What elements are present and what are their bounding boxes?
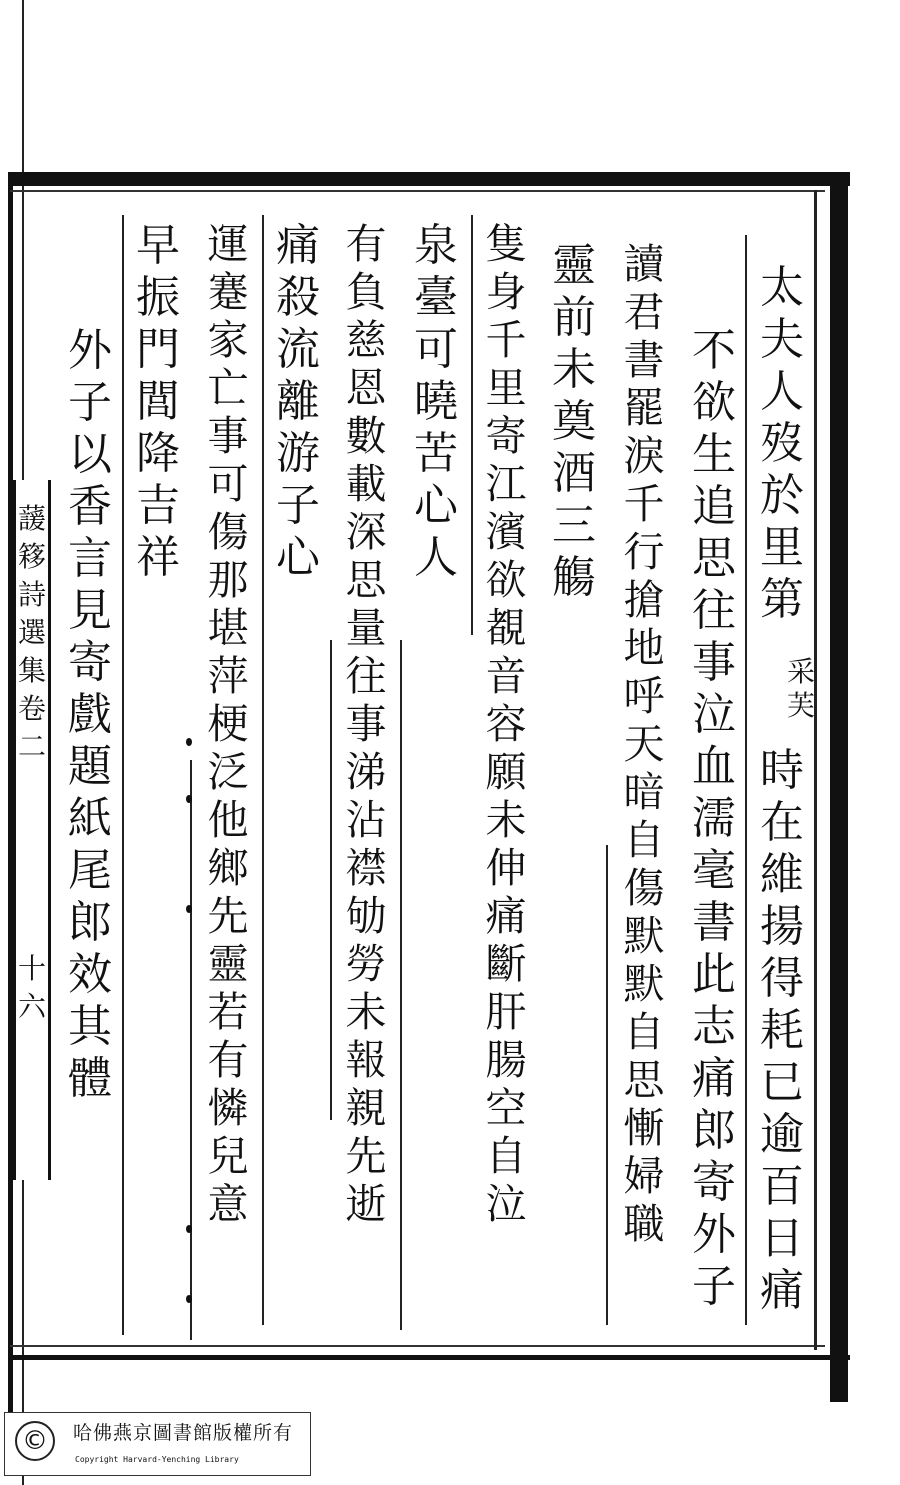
column-rule [400, 640, 402, 1330]
column-rule [190, 760, 192, 1340]
text-column-10: 早振門閭降吉祥 [136, 220, 180, 583]
text-column-6: 泉臺可曉苦心人 [414, 220, 458, 583]
frame-top-inner-border [10, 190, 825, 192]
text-column-4: 靈前未奠酒三觴 [552, 240, 596, 603]
frame-right-inner-border [814, 190, 817, 1350]
punctuation-dot [186, 795, 192, 803]
column-rule [262, 215, 264, 1325]
copyright-stamp [4, 1412, 311, 1476]
punctuation-dot [186, 738, 192, 746]
frame-bottom-border [10, 1355, 850, 1360]
copyright-icon: © [15, 1421, 55, 1461]
spine-page-number: 十六 [17, 952, 46, 1023]
text-column-5: 隻身千里寄江濱欲覩音容願未伸痛斷肝腸空自泣 [485, 220, 527, 1228]
text-column-7: 有負慈恩數載深思量往事涕沾襟劬勞未報親先逝 [345, 220, 387, 1228]
inline-note: 采芙 [786, 655, 815, 722]
text-column-3: 讀君書罷淚千行搶地呼天暗自傷默默自思慚婦職 [623, 240, 665, 1248]
text-column-11: 外子以香言見寄戲題紙尾郎效其體 [68, 325, 112, 1104]
spine-title: 蘐簃詩選集卷二 [17, 502, 46, 763]
copyright-main-text: 哈佛燕京圖書館版權所有 [73, 1422, 294, 1444]
punctuation-dot [186, 905, 192, 913]
text-column-2: 不欲生追思往事泣血濡毫書此志痛郎寄外子 [692, 325, 736, 1312]
column-rule [330, 640, 332, 1120]
copyright-sub-text: Copyright Harvard-Yenching Library [75, 1455, 239, 1464]
frame-bottom-inner-border [10, 1345, 825, 1347]
frame-top-border [10, 172, 850, 186]
column-rule [122, 215, 124, 1335]
text-column-8: 痛殺流離游子心 [276, 220, 320, 583]
text-column-1b: 時在維揚得耗已逾百日痛 [760, 745, 804, 1316]
punctuation-dot [186, 1225, 192, 1233]
column-rule [606, 845, 608, 1325]
punctuation-dot [186, 1295, 192, 1303]
column-rule [471, 215, 473, 635]
frame-right-border [830, 172, 848, 1402]
text-column-9: 運蹇家亡事可傷那堪萍梗泛他鄉先靈若有憐兒意 [207, 220, 249, 1228]
fold-spine [13, 480, 51, 1180]
column-rule [745, 235, 747, 1325]
text-column-1: 太夫人歿於里第 [760, 262, 804, 625]
